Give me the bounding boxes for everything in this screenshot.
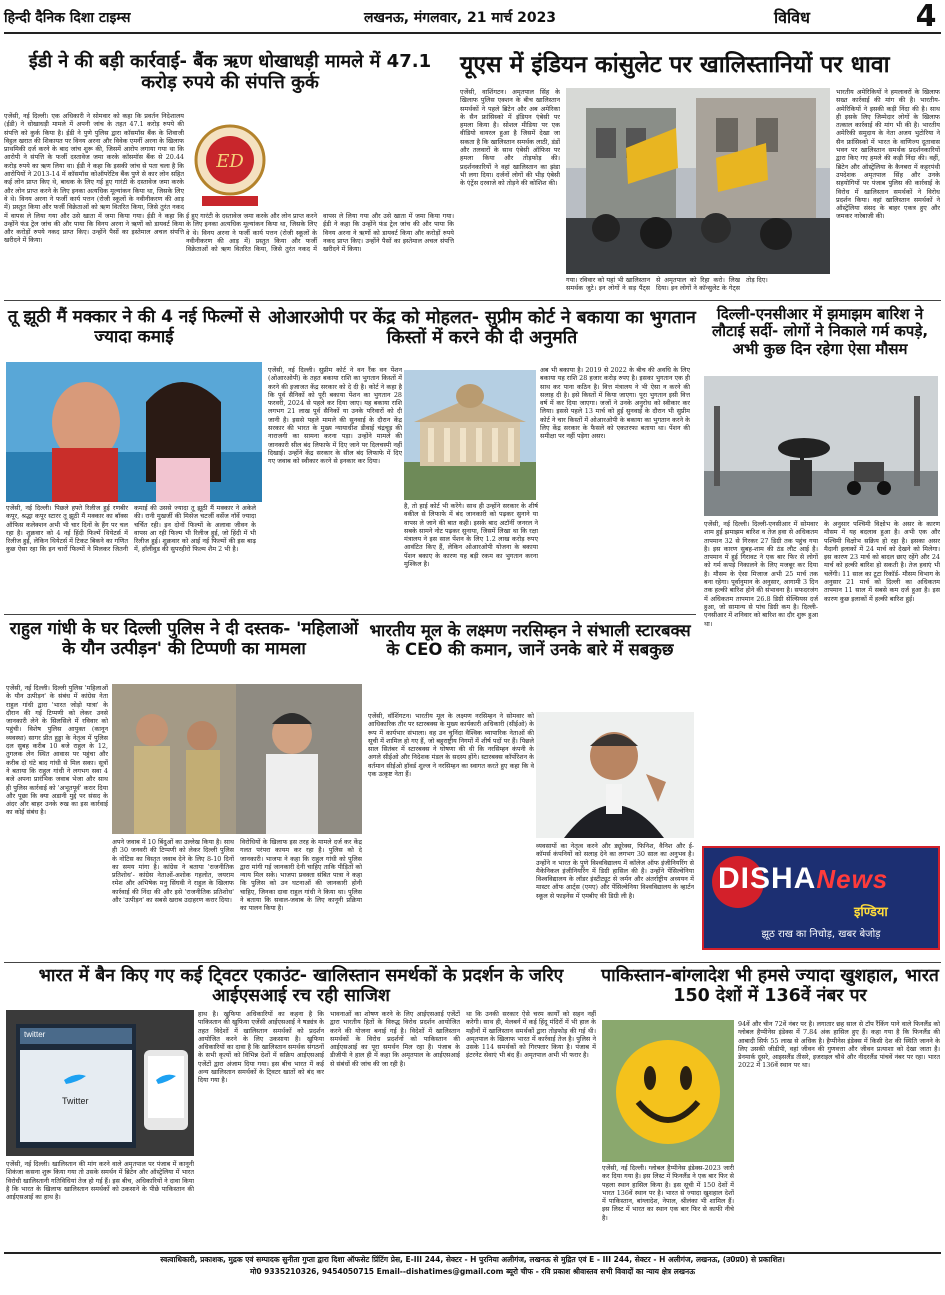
ad-brand-main: DISHA <box>718 862 817 895</box>
starbucks-headline: भारतीय मूल के लक्ष्मण नरसिम्हन ने संभाली स्टारबक्स के CEO की कमान, जानें उनके बारे में सबकुछ <box>369 621 691 659</box>
svg-text:ED: ED <box>216 151 244 172</box>
rahul-photo <box>112 684 362 834</box>
ad-tagline: झूठ राख का निचोड़, खबर बेजोड़ <box>761 929 881 940</box>
footer-contact-line: मो0 9335210326, 9454050715 Email--dishatimes@gmail.com ब्यूरो चीफ - रवि प्रकाश श्रीवास्तव सभी विवादों का न्याय क्षेत्र लखनऊ <box>249 1267 696 1276</box>
ed-logo <box>188 120 272 212</box>
starbucks-body-right: व्यवसायों का नेतृत्व करने और ड्यूरेक्स, फिनिश, वैनिश और ई-कॉमर्स कंपनियों को सलाह देने का लगभग 30 साल का अनुभव है। उन्होंने न भारत के पुणे विश्वविद्यालय में कॉलेज ऑफ इंजीनियरिंग से मैकेनिकल इंजीनियरिंग में डिग्री हासिल की है। उन्होंने पेंसिल्वेनिया विश्वविद्यालय के लॉडर इंस्टीट्यूट से जर्मन और अंतर्राष्ट्रीय अध्ययन में मास्टर ऑफ आर्ट्स (एमए) और पेंसिल्वेनिया विश्वविद्यालय के व्हार्टन स्कूल से फाइनेंस में एमबीए की डिग्री ली है। <box>536 842 694 900</box>
orop-body-mid: है, तो हाई कोर्ट भी करेंगे। साथ ही उन्होंने सरकार के शीर्ष वकील से लिफाफे में बंद जानकारी को पढ़कर सुनाने या वापस ले जाने की बात कही। इसके बाद अटॉर्नी जनरल ने सबके सामने नोट पढ़कर सुनाया, जिसमें लिखा था कि रक्षा मंत्रालय ने इस साल पेंशन के लिए 1.2 लाख करोड़ रुपए आवंटित किए हैं, लेकिन ओआरओपी योजना के बकाया पेंशन बकाए के कारण यह बड़ी रकम का भुगतान करना मुश्किल है। <box>404 502 538 569</box>
khalistan-us-body-bottom: गया। रविवार को यहां भी खालिस्तान समर्थक जुटे। इन लोगों ने सड़ पैंट्स से अमृतपाल को रिहा करो। लिख दिया। इन लोगों ने कॉन्सुलेट के गेट्स तोड़ दिए। <box>566 276 768 293</box>
imprint-footer <box>4 1252 941 1290</box>
twitter-body-right: था कि उनकी सरकार ऐसे चरम कार्यों को सहन नहीं करेगी। साथ ही, मेलबर्न में कई हिंदू मंदिरों में भी हाल के महीनों में खालिस्तान समर्थकों द्वारा तोड़फोड़ की गई थी। अमृतपाल के खिलाफ भारत में कार्रवाई तेज है। पुलिस ने उसके 114 समर्थकों को गिरफ्तार किया है। पंजाब में इंटरनेट सेवाएं भी बंद हैं। अमृतपाल अभी भी फरार है। <box>466 1010 596 1060</box>
smiley-photo <box>602 1020 734 1162</box>
twitter-body-mid2: भावनाओं का शोषण करने के लिए आईएसआई एजेंटों द्वारा भारतीय हितों के विरुद्ध विरोध प्रदर्शन आयोजित करने की योजना बनाई गई है। विदेशों में खालिस्तान समर्थकों के विरोध प्रदर्शनों को पाकिस्तान की आईएसआई का पूरा समर्थन मिल रहा है। पंजाब के डीजीपी ने हाल ही में कहा कि अमृतपाल के आईएसआई से संबंधों की जांच की जा रही है। <box>330 1010 460 1068</box>
happiness-headline: पाकिस्तान-बांग्लादेश भी हमसे ज्यादा खुशहाल, भारत 150 देशों में 136वें नंबर पर <box>601 966 939 1007</box>
divider <box>4 614 696 615</box>
movie-headline: तू झूठी मैं मक्कार ने की 4 नई फिल्मों से ज्यादा कमाई <box>7 307 261 347</box>
ad-brand <box>718 862 888 896</box>
ad-region: इण्डिया <box>854 905 888 920</box>
twitter-body-mid: हाथ है। खुफिया अधिकारियों का कहना है कि पाकिस्तान की खुफिया एजेंसी आईएसआई ने षड्यंत्र के तहत विदेशों में खालिस्तान समर्थकों को प्रदर्शन आयोजित करने के लिए उकसाया है। खुफिया अधिकारियों का दावा है कि खालिस्तान समर्थक संगठनों के सभी कृत्यों को विभिन्न देशों में सक्रिय आईएसआई एजेंटों द्वारा अंजाम दिया गया। इस बीच भारत में कई अन्य खालिस्तान समर्थकों के टि्वटर खातों को बंद कर दिया गया है। <box>198 1010 324 1085</box>
disha-news-ad <box>702 846 940 950</box>
ad-brand-suffix: News <box>816 864 889 894</box>
weather-headline: दिल्ली-एनसीआर में झमाझम बारिश ने लौटाई सर्दी- लोगों ने निकाले गर्म कपड़े, अभी कुछ दिन रहेगा ऐसा मौसम <box>711 305 929 358</box>
twitter-headline: भारत में बैन किए गए कई टि्वटर एकाउंट- खालिस्तान समर्थकों के प्रदर्शन के जरिए आईएसआई रच रही साजिश <box>38 966 564 1007</box>
divider <box>4 962 941 963</box>
ed-headline: ईडी ने की बड़ी कार्रवाई- बैंक ऋण धोखाधड़ी मामले में 47.1 करोड़ रुपये की संपत्ति कुर्क <box>28 51 432 93</box>
tweet-screen-message: Twitter <box>62 1096 89 1106</box>
tweet-screen-brand: twitter <box>24 1030 46 1039</box>
rain-photo <box>704 376 938 516</box>
movie-photo <box>6 362 262 502</box>
twitter-body-left: एजेंसी, नई दिल्ली। खालिस्तान की मांग करने वाले अमृतपाल पर पंजाब में कानूनी शिकंजा कसना शुरू किया गया तो उसके समर्थन में ब्रिटेन और ऑस्ट्रेलिया में भारत विरोधी खालिस्तानी गतिविधियां तेज हो गई हैं। इस बीच, अधिकारियों ने दावा किया है कि भारत के खिलाफ खालिस्तान समर्थकों को उकसाने के पीछे पाकिस्तान की आईएसआई का हाथ है। <box>6 1160 194 1202</box>
footer-imprint-line: स्वत्वाधिकारी, प्रकाशक, मुद्रक एवं सम्पादक सुनीता गुप्ता द्वारा दिशा ऑफसेट प्रिंटिंग प्रेस, E-III 244, सेक्टर - H पुरनिया अलीगंज, लखनऊ से मुद्रित एवं E - III 244, सेक्टर - H अलीगंज, लखनऊ, (उ0प्र0) से प्रकाशित। <box>160 1255 785 1264</box>
supreme-court-photo <box>404 370 536 500</box>
twitter-photo <box>6 1010 194 1156</box>
movie-body: एजेंसी, नई दिल्ली। पिछले हफ्ते रिलीज हुई रणबीर कपूर, श्रद्धा कपूर स्टारर तू झूठी मैं मक्कार का बॉक्स ऑफिस कलेक्शन अभी भी चार दिनों के हैंग पर चल रहा है। शुक्रवार को 4 नई हिंदी फिल्में थियेटर्स में रिलीज हुईं, लेकिन थियेटर्स में टिकट बिकने का गणित कुछ ऐसा रहा कि इन चारों फिल्मों ने मिलकर जितनी कमाई की उससे ज्यादा तू झूठी मैं मक्कार ने अकेले की। रानी मुखर्जी की मिसेज चटर्जी वर्सेज नॉर्वे ज्यादा चर्चित रही। इन दोनों फिल्मों के अलावा जीवन के वापस आ रही फिल्म भी रिलीज हुई, जो हिंदी में भी रिलीज हुई। शुक्रवार को आई नई फिल्मों की इस बाढ़ में, हॉलीवुड की सुपरहीरो फिल्म शैम 2 भी है। <box>6 504 256 554</box>
starbucks-body-left: एजेंसी, वॉशिंगटन। भारतीय मूल के लक्ष्मण नरसिम्हन ने सोमवार को आधिकारिक तौर पर स्टारबक्स के मुख्य कार्यकारी अधिकारी (सीईओ) के रूप में कार्यभार संभाला। वह उन चुनिंदा वैश्विक व्यापारिक नेताओं की सूची में शामिल हो गए हैं, जो बहुराष्ट्रीय निगमों में शीर्ष पदों पर हैं। पिछले साल सितंबर में स्टारबक्स ने घोषणा की थी कि नरसिम्हन कंपनी के अगले सीईओ और निदेशक मंडल के सदस्य होंगे। स्टारबक्स कॉर्पोरेशन के वर्तमान सीईओ हॉवर्ड शुल्ज ने नरसिम्हन का स्वागत करते हुए कहा कि वे एक उत्कृष्ट नेता हैं। <box>368 712 534 779</box>
rahul-body-left: एजेंसी, नई दिल्ली। दिल्ली पुलिस 'महिलाओं के यौन उत्पीड़न' के संबंध में कांग्रेस नेता राहुल गांधी द्वारा 'भारत जोड़ो यात्रा' के दौरान की गई टिप्पणी को लेकर उनसे जानकारी लेने के सिलसिले में रविवार को पहुंची। विशेष पुलिस आयुक्त (कानून व्यवस्था) सागर प्रीत हुड्डा के नेतृत्व में पुलिस दल सुबह करीब 10 बजे राहुल के 12, तुगलक लेन स्थित आवास पर पहुंचा और करीब दो घंटे बाद गांधी से मिल सका। सूत्रों ने बताया कि राहुल गांधी ने लगभग सवा 4 बजे अपना प्रारंभिक जवाब भेजा और साथ ही पुलिस कार्रवाई को 'अभूतपूर्व' करार दिया और पूछा कि क्या अडानी मुद्दे पर संसद के अंदर और बाहर उनके रुख का इस कार्रवाई का कोई संबंध है। <box>6 684 108 817</box>
happiness-body-right: 94वें और चीन 72वें नंबर पर है। लगातार छह साल से टॉप रैंकिंग पाने वाले फिनलैंड को ग्लोबल हैप्पीनेस इंडेक्स में 7.84 अंक हासिल हुए हैं। कहा गया है कि फिनलैंड की आबादी सिर्फ 55 लाख से अधिक है। हैप्पीनेस इंडेक्स में किसी देश की स्थिति जानने के लिए उसकी जीडीपी, वहां जीवन की गुणवत्ता और जीवन प्रत्याशा को देखा जाता है। डेनमार्क दूसरे, आइसलैंड तीसरे, इजराइल चौथे और नीदरलैंड पांचवें नंबर पर रहा। भारत 2022 में 136वें स्थान पर था। <box>738 1020 940 1070</box>
masthead <box>4 0 941 34</box>
narasimhan-photo <box>536 712 694 838</box>
khalistan-us-headline: यूएस में इंडियन कांसुलेट पर खालिस्तानियों पर धावा <box>460 52 890 78</box>
orop-headline: ओआरओपी पर केंद्र को मोहलत- सुप्रीम कोर्ट ने बकाया का भुगतान किस्तों में करने की दी अनुमति <box>268 308 696 349</box>
khalistan-us-body-left: एजेंसी, वाशिंगटन। अमृतपाल सिंह के खिलाफ पुलिस एक्शन के बीच खालिस्तान समर्थकों ने पहले ब्रिटेन और अब अमेरिका के सैन फ्रांसिस्को में इंडियन एंबेसी पर हमला किया है। सोशल मीडिया पर एक वीडियो वायरल हुआ है जिसमें देखा जा सकता है कि खालिस्तान समर्थक लाठी, डंडों और तलवारों के साथ एंबेसी ऑफिस पर हमला किया और तोड़फोड़ की। प्रदर्शनकारियों ने वहां खालिस्तान का झंडा भी लगा दिया। दर्जनों लोगों की भीड़ एंबेसी के एंट्रेंस दरवाजे को तोड़ने की कोशिश की। <box>460 88 560 188</box>
dateline: लखनऊ, मंगलवार, 21 मार्च 2023 <box>364 10 557 26</box>
happiness-body-left: एजेंसी, नई दिल्ली। ग्लोबल हैप्पीनेस इंडेक्स-2023 जारी कर दिया गया है। इस लिस्ट में फिनलैंड ने एक बार फिर से पहला स्थान हासिल किया है। इस सूची में 150 देशों में भारत 136वें स्थान पर है। भारत से ज्यादा खुशहाल देशों में पाकिस्तान, बांग्लादेश, नेपाल, श्रीलंका भी शामिल हैं। इस लिस्ट में भारत का स्थान एक बार फिर से काफी नीचे है। <box>602 1164 734 1222</box>
consulate-photo <box>566 88 830 274</box>
ed-body-cont: ई हुए गारंटी के दस्तावेज जमा करके और लोन प्राप्त करने के लिए इनका अत्यधिक मूल्यांकन किया था, जिसके लिए वे थे। विनय अरना ने फर्जी कार्य पत्तन (रोजी स्कूलों के नवीनीकरण की आड़ में) प्रस्तुत किया और फर्जी विक्रेताओं को ऋण वितरित किया, जिसे तुरंत नकद में वापस ले लिया गया और उसे खाता में जमा किया गया। ईडी ने कहा कि उन्होंने फंड ट्रेल जांच की और पाया कि विनय अरना ने ऋणों को डायवर्ट किया और करोड़ों रुपये नकद प्राप्त किए। उन्होंने पैसों का इस्तेमाल अचल संपत्ति खरीदने में किया। <box>186 212 454 254</box>
weather-body-left: एजेंसी, नई दिल्ली। दिल्ली-एनसीआर में सोमवार शाम हुई झमाझम बारिश व तेज हवा से अधिकतम तापमान 32 से गिरकर 27 डिग्री तक पहुंच गया है। इस कारण सुबह-शाम की ठंड लौट आई है। तापमान में हुई गिरावट ने एक बार फिर से लोगों को गर्म कपड़े निकालने के लिए मजबूर कर दिया है। मौसम के ऐसा मिजाज अभी 25 मार्च तक बना रहेगा। पूर्वानुमान के अनुसार, आगामी 3 दिन तक हल्की बारिश होने की संभावना है। सफदरजंग में अधिकतम तापमान 26.8 डिग्री सेल्सियस दर्ज हुआ, जो सामान्य से पांच डिग्री कम है। दिल्ली-एनसीआर में शनिवार को बारिश का दौर शुरू हुआ था। <box>704 520 818 628</box>
ed-body: एजेंसी, नई दिल्ली। एक अधिकारी ने सोमवार को कहा कि प्रवर्तन निदेशालय (ईडी) ने धोखाधड़ी मामले में अपनी जांच के तहत 47.1 करोड़ रुपये की संपत्ति को कुर्क किया है। ईडी ने पुणे पुलिस द्वारा कॉसमॉस बैंक के शिवाजी विट्ठल खरात की शिकायत पर विनय अरना और विवेक एमर्नी अरना के खिलाफ प्राथमिकी दर्ज करने के बाद जांच शुरू की, जिसमें आरोप लगाया गया था कि आरोपी ने संपत्ति के फर्जी दस्तावेज जमा करके कॉसमॉस बैंक से 20.44 करोड़ रुपये का ऋण लिया था। ईडी ने कहा कि इसकी जांच से पता चला है कि आरोपियों ने 2013-14 में कॉसमॉस कोऑपरेटिव बैंक पुणे से कार लोन सहित कई लोन प्राप्त किए थे, बाधक के लिए गई हुए गारंटी के दस्तावेज जमा करके और लोन प्राप्त करने के लिए इनका अत्यधिक मूल्यांकन किया था, जिसके लिए वे थे। विनय अरना ने फर्जी कार्य पत्तन (रोजी स्कूलों के नवीनीकरण की आड़ में) प्रस्तुत किया और फर्जी विक्रेताओं को ऋण वितरित किया, जिसे तुरंत नकद में वापस ले लिया गया और उसे खाता में जमा किया गया। ईडी ने कहा कि उन्होंने फंड ट्रेल जांच की और पाया कि विनय अरना ने ऋणों को डायवर्ट किया और करोड़ों रुपये नकद प्राप्त किए। उन्होंने पैसों का इस्तेमाल अचल संपत्ति खरीदने में किया। <box>4 112 184 245</box>
weather-body-right: के अनुसार पश्चिमी विक्षोभ के असर के कारण मौसम में यह बदलाव हुआ है। अभी एक और पश्चिमी विक्षोभ सक्रिय हो रहा है। इसका असर मैदानी इलाकों में 24 मार्च को देखने को मिलेगा। इस कारण 23 मार्च को बादल छाए रहेंगे और 24 मार्च को हल्की बारिश हो सकती है। तेज हवाएं भी चलेंगी। 11 साल का टूटा रिकॉर्ड- मौसम विभाग के अनुसार 21 मार्च को दिल्ली का अधिकतम तापमान 11 साल में सबसे कम दर्ज हुआ है। इस कारण कुछ इलाकों में हल्की बारिश हुई। <box>824 520 940 603</box>
orop-body-right: अब भी बकाया है। 2019 से 2022 के बीच की अवधि के लिए बकाया यह राशि 28 हजार करोड़ रुपए है। इसका भुगतान एक ही साथ कर पाना कठिन है। वित्त मंत्रालय ने भी ऐसा न करने की सलाह दी है। इसे किस्तों में किया जाएगा। पूरा भुगतान इसी वित्त वर्ष में कर दिया जाएगा। जजों ने उनके अनुरोध को स्वीकार कर लिया। इससे पहले 13 मार्च को हुई सुनवाई के दौरान भी सुप्रीम कोर्ट ने चार किस्तों में ओआरओपी के बकाया का भुगतान करने के लिए केंद्र सरकार के फैसले को एकतरफा बताया था। पेंशन की समीक्षा पर नहीं पड़ेगा असर। <box>540 366 690 441</box>
divider <box>4 300 941 301</box>
rahul-body-mid: अपने जवाब में 10 बिंदुओं का उल्लेख किया है। साथ ही 30 जनवरी की टिप्पणी को लेकर दिल्ली पुलिस के नोटिस का विस्तृत जवाब देने के लिए 8-10 दिनों का समय मांगा है। कांग्रेस ने बताया 'राजनीतिक प्रतिशोध'- कांग्रेस नेताओं-अशोक गहलोत, जयराम रमेश और अभिषेक मनु सिंघवी ने राहुल के खिलाफ कार्रवाई की निंदा की और इसे 'राजनीतिक प्रतिशोध' और 'उत्पीड़न' का सबसे खराब उदाहरण करार दिया। <box>112 838 234 905</box>
rahul-headline: राहुल गांधी के घर दिल्ली पुलिस ने दी दस्तक- 'महिलाओं के यौन उत्पीड़न' की टिप्पणी का मामला <box>9 619 359 659</box>
orop-body-left: एजेंसी, नई दिल्ली। सुप्रीम कोर्ट ने वन रैंक वन पेंशन (ओआरओपी) के तहत बकाया राशि का भुगतान किस्तों में करने की इजाजत केंद्र सरकार को दे दी है। कोर्ट ने कहा है कि पूर्व सैनिकों को पूरी बकाया पेंशन का भुगतान 28 फरवरी, 2024 से पहले कर दिया जाए। यह बकाया राशि लगभग 21 लाख पूर्व सैनिकों या उनके परिवारों को दी जानी है। इससे पहले मामले की सुनवाई के दौरान केंद्र सरकार की भारत के मुख्य न्यायाधीश डीवाई चंद्रचूड़ की नाराजगी का सामना करना पड़ा। उन्होंने मामले की जानकारी सील बंद लिफाफे में दिए जाने पर दिलचस्पी नहीं दिखाई। उन्होंने केंद्र सरकार के सील बंद लिफाफे में दिए गए जवाब को स्वीकार करने से इनकार कर दिया। <box>268 366 402 466</box>
khalistan-us-body-right: भारतीय अमेरिकियों ने हमलावरों के खिलाफ सख्त कार्रवाई की मांग की है। भारतीय-अमेरिकियों ने इसकी कड़ी निंदा की है। साथ ही इसके लिए जिम्मेदार लोगों के खिलाफ तत्काल कार्रवाई की मांग भी की है। भारतीय अमेरिकी समुदाय के नेता अजय भुटोरिया ने सैन फ्रांसिस्को में भारत के वाणिज्य दूतावास भवन पर खालिस्तान समर्थक प्रदर्शनकारियों द्वारा किए गए हमले की कड़ी निंदा की। वहीं, ब्रिटेन और ऑस्ट्रेलिया के कैनबरा में कट्टरपंथी उपदेशक अमृतपाल सिंह और उनके सहयोगियों पर पंजाब पुलिस की कार्रवाई के विरोध में खालिस्तान समर्थकों ने विरोध प्रदर्शन किया। वहां खालिस्तान समर्थकों ने ऑस्ट्रेलिया संसद के बाहर एकत्र हुए और जमकर नारेबाजी की। <box>836 88 940 221</box>
section-name: विविध <box>774 8 810 27</box>
page-number: 4 <box>915 0 937 34</box>
paper-name: हिन्दी दैनिक दिशा टाइम्स <box>4 10 131 26</box>
rahul-body-right: विरोधियों के खिलाफ इस तरह के मामले दर्ज कर केंद्र गलत परंपरा कायम कर रहा है। पुलिस को दे जानकारी। भाजपा ने कहा कि राहुल गांधी को पुलिस द्वारा मांगी गई जानकारी देनी चाहिए ताकि पीड़ितों को न्याय मिल सके। भाजपा प्रवक्ता संबित पात्रा ने कहा कि पुलिस को उन घटनाओं की जानकारी होनी चाहिए, जिनका दावा राहुल गांधी ने किया था। पुलिस ने बताया कि सवाल-जवाब के लिए कानूनी प्रक्रिया का पालन किया है। <box>240 838 362 913</box>
